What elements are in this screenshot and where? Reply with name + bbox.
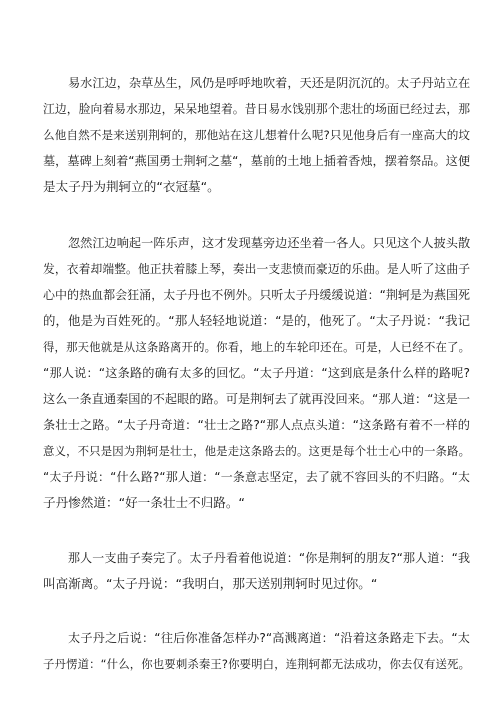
text-line: 条壮士之路。“太子丹奇道：“壮士之路?“那人点点头道：“这条路有着不一样的: [43, 418, 470, 432]
paragraph-3: [43, 545, 470, 597]
text-line: 忽然江边响起一阵乐声，这才发现墓旁边还坐着一各人。只见这个人披头散: [68, 236, 470, 250]
text-line: 江边，脸向着易水那边，呆呆地望着。昔日易水饯别那个悲壮的场面已经过去，那: [43, 102, 470, 116]
text-line: 心中的热血都会狂涌，太子丹也不例外。只听太子丹缓缓说道：“荆轲是为燕国死: [43, 288, 470, 302]
text-line: “那人说：“这条路的确有太多的回忆。“太子丹道：“这到底是条什么样的路呢?: [43, 366, 470, 380]
text-line: 太子丹之后说：“往后你准备怎样办?“高溅离道：“沿着这条路走下去。“太: [68, 631, 470, 645]
text-line: 这么一条直通秦国的不起眼的路。可是荆轲去了就再没回来。“那人道：“这是一: [43, 392, 470, 406]
text-line: 得，那天他就是从这条路离开的。你看，地上的车轮印还在。可是，人已经不在了。: [43, 340, 470, 354]
paragraph-2: [43, 230, 470, 516]
text-line: 子丹惨然道：“好一条壮士不归路。“: [43, 495, 245, 510]
text-line: 是太子丹为荆轲立的“衣冠墓“。: [43, 179, 220, 194]
text-line: 意义，不只是因为荆轲是壮士，他是走这条路去的。这更是每个壮士心中的一条路。: [43, 444, 470, 458]
text-line: 易水江边，杂草丛生，风仍是呼呼地吹着，天还是阴沉沉的。太子丹站立在: [68, 76, 470, 90]
text-line: 叫高渐离。“太子丹说：“我明白，那天送别荆轲时见过你。“: [43, 576, 378, 591]
text-line: 的，他是为百姓死的。“那人轻轻地说道：“是的，他死了。“太子丹说：“我记: [43, 313, 470, 328]
text-line: 发，衣着却端整。他正扶着膝上琴，奏出一支悲愤而豪迈的乐曲。是人听了这曲子: [43, 262, 470, 276]
text-line: “太子丹说：“什么路?“那人道：“一条意志坚定，去了就不容回头的不归路。“太: [43, 470, 470, 484]
text-line: 墓，墓碑上刻着“燕国勇士荆轲之墓“，墓前的土地上插着香烛，摆着祭品。这便: [43, 154, 470, 168]
paragraph-4: [43, 625, 470, 677]
text-line: 么他自然不是来送别荆轲的，那他站在这儿想着什么呢?只见他身后有一座高大的坟: [43, 128, 470, 142]
text-line: 那人一支曲子奏完了。太子丹看着他说道：“你是荆轲的朋友?“那人道：“我: [68, 551, 470, 565]
paragraph-1: [43, 70, 470, 200]
text-line: 子丹愣道：“什么，你也要刺杀秦王?你要明白，连荆轲都无法成功，你去仅有送死。: [43, 657, 470, 671]
